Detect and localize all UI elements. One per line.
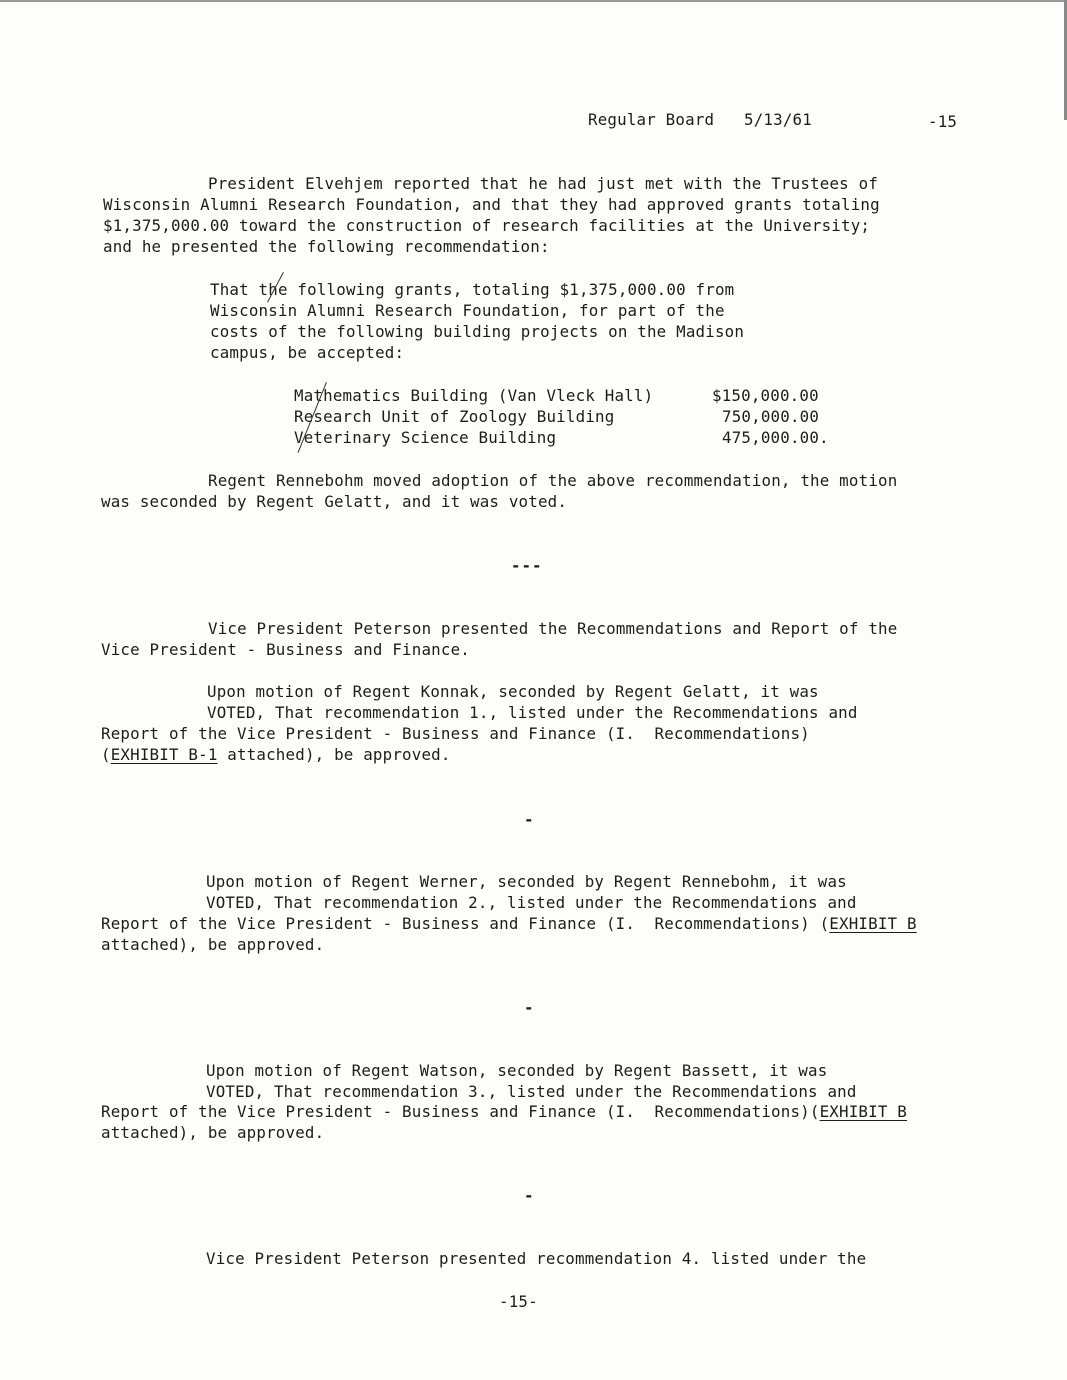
grant-amount-3: 475,000.00. [722, 428, 829, 447]
grant-name-1: Mathematics Building (Van Vleck Hall) [294, 386, 654, 405]
exhibit-b-ref-2: EXHIBIT B [819, 1102, 907, 1121]
para5-line-3 [101, 914, 917, 934]
para4-line-4: (EXHIBIT B-1 attached), be approved. [101, 745, 451, 764]
para6-line-1: Upon motion of Regent Watson, seconded by Regent Bassett, it was [206, 1061, 828, 1080]
grant-amount-1: $150,000.00 [712, 386, 819, 405]
para5-line-3-text: Report of the Vice President - Business and Finance (I. Recommendations) ( [101, 914, 830, 933]
header-title: Regular Board [588, 110, 715, 129]
para4-line-2: VOTED, That recommendation 1., listed under the Recommendations and [207, 703, 858, 722]
para7-line-1: Vice President Peterson presented recommendation 4. listed under the [206, 1249, 867, 1268]
para2-line-2: was seconded by Regent Gelatt, and it was voted. [101, 492, 568, 511]
grant-name-3: Veterinary Science Building [294, 428, 557, 447]
scan-edge-top [0, 0, 1067, 2]
para6-line-4: attached), be approved. [101, 1123, 325, 1142]
para6-line-3 [101, 1102, 907, 1122]
para6-line-2: VOTED, That recommendation 3., listed under the Recommendations and [206, 1082, 857, 1101]
recommendation-line-4: campus, be accepted: [210, 343, 405, 362]
recommendation-line-3: costs of the following building projects on the Madison [210, 322, 745, 341]
para4-line-3: Report of the Vice President - Business and Finance (I. Recommendations) [101, 724, 810, 743]
para1-line-2: Wisconsin Alumni Research Foundation, and that they had approved grants totaling [103, 195, 880, 214]
separator-3: - [524, 998, 535, 1017]
para1-line-3: $1,375,000.00 toward the construction of research facilities at the University; [103, 216, 871, 235]
recommendation-line-2: Wisconsin Alumni Research Foundation, for part of the [210, 301, 725, 320]
recommendation-line-1: That the following grants, totaling $1,375,000.00 from [210, 280, 735, 299]
para2-line-1: Regent Rennebohm moved adoption of the above recommendation, the motion [208, 471, 898, 490]
grant-name-2: Research Unit of Zoology Building [294, 407, 615, 426]
para5-line-1: Upon motion of Regent Werner, seconded by Regent Rennebohm, it was [206, 872, 847, 891]
para5-line-2: VOTED, That recommendation 2., listed under the Recommendations and [206, 893, 857, 912]
para1-line-1: President Elvehjem reported that he had just met with the Trustees of [208, 174, 879, 193]
para3-line-2: Vice President - Business and Finance. [101, 640, 470, 659]
separator-4: - [524, 1186, 535, 1205]
header-page-ref: -15 [928, 112, 958, 131]
header-date: 5/13/61 [744, 110, 812, 129]
para4-line-1: Upon motion of Regent Konnak, seconded by Regent Gelatt, it was [207, 682, 819, 701]
separator-1: --- [511, 556, 543, 575]
separator-2: - [524, 810, 535, 829]
footer-page-number: -15- [499, 1292, 538, 1311]
exhibit-b-ref-1: EXHIBIT B [829, 914, 917, 933]
para1-line-4: and he presented the following recommendation: [103, 237, 550, 256]
para5-line-4: attached), be approved. [101, 935, 325, 954]
para4-line-4-rest: attached), be approved. [217, 745, 451, 764]
para6-line-3-text: Report of the Vice President - Business and Finance (I. Recommendations)( [101, 1102, 820, 1121]
grant-amount-2: 750,000.00 [722, 407, 820, 426]
exhibit-b1-ref: EXHIBIT B-1 [110, 745, 218, 764]
para3-line-1: Vice President Peterson presented the Recommendations and Report of the [208, 619, 898, 638]
